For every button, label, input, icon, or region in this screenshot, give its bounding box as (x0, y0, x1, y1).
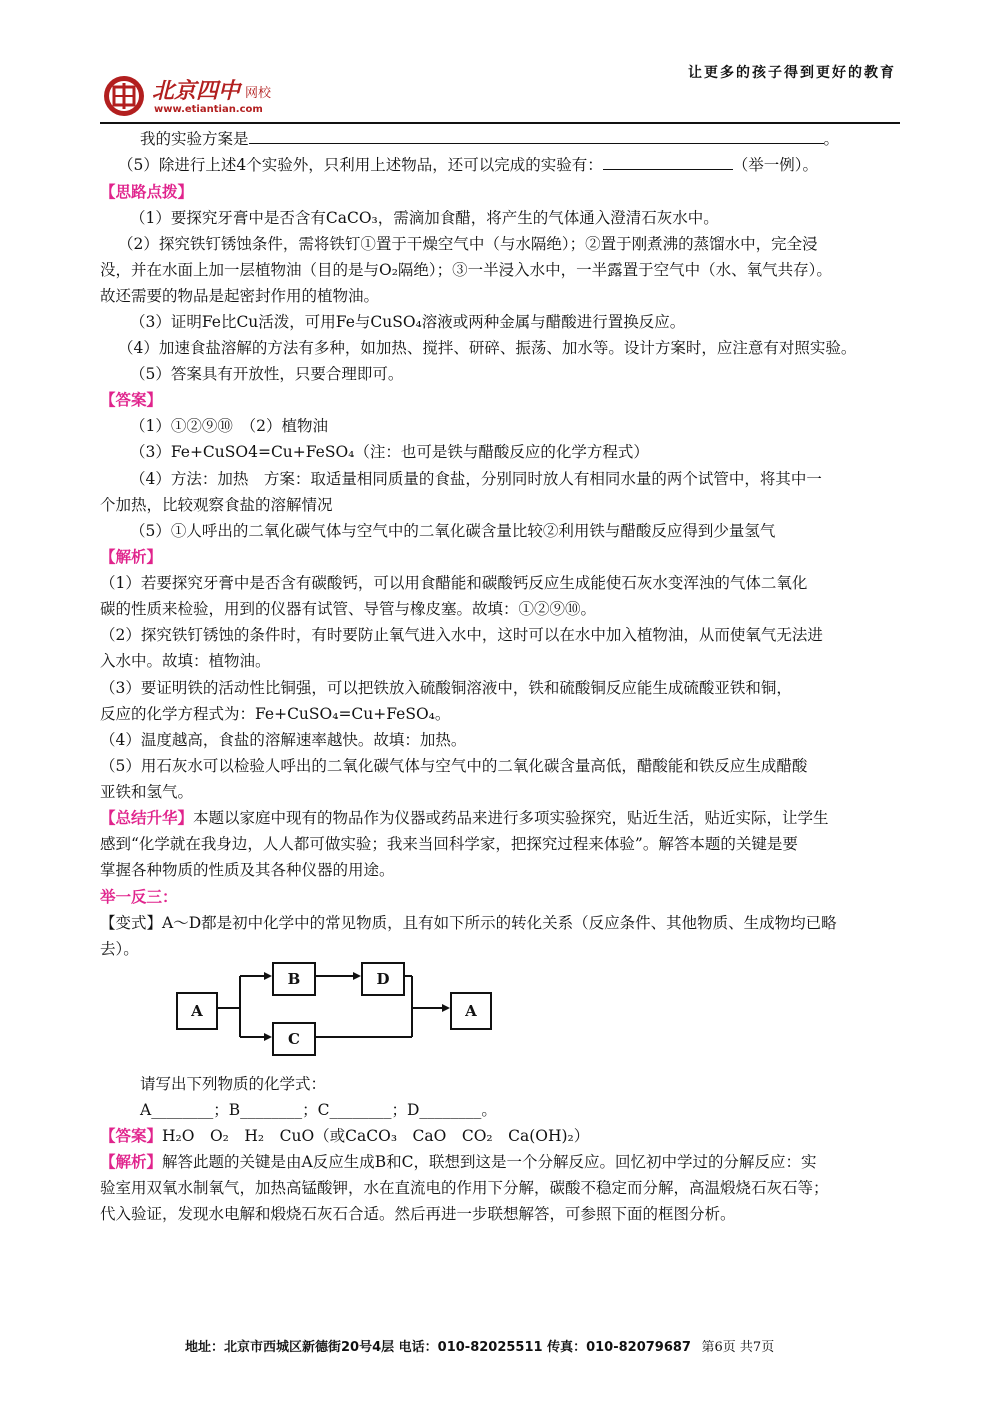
analysis2-title: 【解析】 (100, 1152, 163, 1171)
answer2-line (100, 1125, 589, 1147)
node-a-start: A (176, 992, 218, 1030)
node-c: C (272, 1022, 316, 1056)
plan-line: 我的实验方案是 。 (140, 130, 840, 148)
variant-text: A～D都是初中化学中的常见物质，且有如下所示的转化关系（反应条件、其他物质、生成物均已略 (162, 914, 837, 932)
q5-line (118, 154, 818, 176)
answer-line: （1）①②⑨⑩ （2）植物油 (130, 417, 328, 435)
logo-emblem-icon (102, 74, 146, 118)
hint-line: 没，并在水面上加一层植物油（目的是与O₂隔绝）；③一半浸入水中，一半露置于空气中（水、氧气共存）。 (100, 261, 832, 279)
analysis2-text: 解答此题的关键是由A反应生成B和C，联想到这是一个分解反应。回忆初中学过的分解反应：实 (162, 1153, 817, 1171)
summary-line (100, 807, 829, 829)
header-slogan: 让更多的孩子得到更好的教育 (688, 65, 896, 81)
logo-subtitle: 网校 (245, 86, 272, 101)
summary-line: 掌握各种物质的性质及其各种仪器的用途。 (100, 861, 395, 879)
page-footer (185, 1336, 774, 1355)
analysis-line: 亚铁和氢气。 (100, 783, 194, 801)
flow-diagram (160, 960, 500, 1070)
analysis-line: 碳的性质来检验，用到的仪器有试管、导管与橡皮塞。故填：①②⑨⑩。 (100, 600, 597, 618)
q5-input[interactable] (603, 154, 733, 170)
header-rule (100, 122, 900, 124)
write-prompt: 请写出下列物质的化学式： (140, 1075, 327, 1093)
hint-line: （4）加速食盐溶解的方法有多种，如加热、搅拌、研碎、振荡、加水等。设计方案时，应注意有对照实验。 (118, 339, 857, 357)
logo (100, 72, 290, 120)
analysis-line: 反应的化学方程式为：Fe+CuSO₄=Cu+FeSO₄。 (100, 705, 451, 723)
variant-label: 【变式】 (100, 914, 163, 932)
plan-label: 我的实验方案是 (140, 130, 249, 148)
analysis-line: （5）用石灰水可以检验人呼出的二氧化碳气体与空气中的二氧化碳含量高低，醋酸能和铁反应生成醋酸 (100, 757, 808, 775)
variant-line (100, 912, 837, 934)
footer-page: 第6页 共7页 (701, 1340, 775, 1355)
node-d: D (361, 962, 405, 996)
summary-title: 【总结升华】 (100, 808, 194, 827)
hint-line: 故还需要的物品是起密封作用的植物油。 (100, 287, 380, 305)
hint-line: （3）证明Fe比Cu活泼，可用Fe与CuSO₄溶液或两种金属与醋酸进行置换反应。 (130, 313, 686, 331)
answer2-text: H₂O O₂ H₂ CuO（或CaCO₃ CaO CO₂ Ca(OH)₂） (162, 1127, 590, 1145)
analysis-line: 入水中。故填：植物油。 (100, 652, 271, 670)
node-b: B (272, 962, 316, 996)
answer2-title: 【答案】 (100, 1126, 163, 1145)
logo-url: www.etiantian.com (154, 104, 263, 115)
summary-line: 感到“化学就在我身边，人人都可做实验；我来当回科学家，把探究过程来体验”。解答本题的关键是要 (100, 835, 798, 853)
analysis-line: （4）温度越高，食盐的溶解速率越快。故填：加热。 (100, 731, 467, 749)
hint-line: （5）答案具有开放性，只要合理即可。 (130, 365, 404, 383)
analysis-line: （3）要证明铁的活动性比铜强，可以把铁放入硫酸铜溶液中，铁和硫酸铜反应能生成硫酸亚铁和铜， (100, 679, 792, 697)
q5-suffix: （举一例）。 (732, 156, 818, 174)
variant-line: 去）。 (100, 940, 139, 958)
analysis-line: （1）若要探究牙膏中是否含有碳酸钙，可以用食醋能和碳酸钙反应生成能使石灰水变浑浊的气体二氧化 (100, 574, 808, 592)
answer-line: （5）①人呼出的二氧化碳气体与空气中的二氧化碳含量比较②利用铁与醋酸反应得到少量氢气 (130, 522, 776, 540)
analysis2-line: 验室用双氧水制氧气，加热高锰酸钾，水在直流电的作用下分解，碳酸不稳定而分解，高温煅烧石灰石等； (100, 1179, 829, 1197)
node-a-end: A (450, 992, 492, 1030)
answer-line: （3）Fe+CuSO4=Cu+FeSO₄（注：也可是铁与醋酸反应的化学方程式） (130, 443, 649, 461)
plan-input[interactable] (249, 128, 824, 144)
analysis-title: 【解析】 (100, 547, 163, 566)
page-header (100, 58, 900, 124)
analysis2-line (100, 1151, 816, 1173)
fill-line[interactable]: A________；B________；C________；D________。 (140, 1101, 497, 1119)
hint-title: 【思路点拨】 (100, 182, 194, 201)
footer-address: 地址：北京市西城区新德街20号4层 电话：010-82025511 传真：010-82079687 (185, 1340, 691, 1355)
answer-title: 【答案】 (100, 390, 163, 409)
answer-line: （4）方法：加热 方案：取适量相同质量的食盐，分别同时放人有相同水量的两个试管中，将其中一 (130, 470, 822, 488)
logo-title: 北京四中 (152, 78, 241, 104)
answer-line: 个加热，比较观察食盐的溶解情况 (100, 496, 333, 514)
q5-text: （5）除进行上述4个实验外，只利用上述物品，还可以完成的实验有： (118, 156, 603, 174)
analysis-line: （2）探究铁钉锈蚀的条件时，有时要防止氧气进入水中，这时可以在水中加入植物油，从而使氧气无法进 (100, 626, 823, 644)
analysis2-line: 代入验证，发现水电解和煅烧石灰石合适。然后再进一步联想解答，可参照下面的框图分析。 (100, 1205, 736, 1223)
extend-title: 举一反三： (100, 887, 178, 906)
hint-line: （2）探究铁钉锈蚀条件，需将铁钉①置于干燥空气中（与水隔绝）；②置于刚煮沸的蒸馏水中，完全浸 (118, 235, 818, 253)
summary-text: 本题以家庭中现有的物品作为仪器或药品来进行多项实验探究，贴近生活，贴近实际，让学生 (193, 809, 829, 827)
hint-line: （1）要探究牙膏中是否含有CaCO₃，需滴加食醋，将产生的气体通入澄清石灰水中。 (130, 209, 719, 227)
